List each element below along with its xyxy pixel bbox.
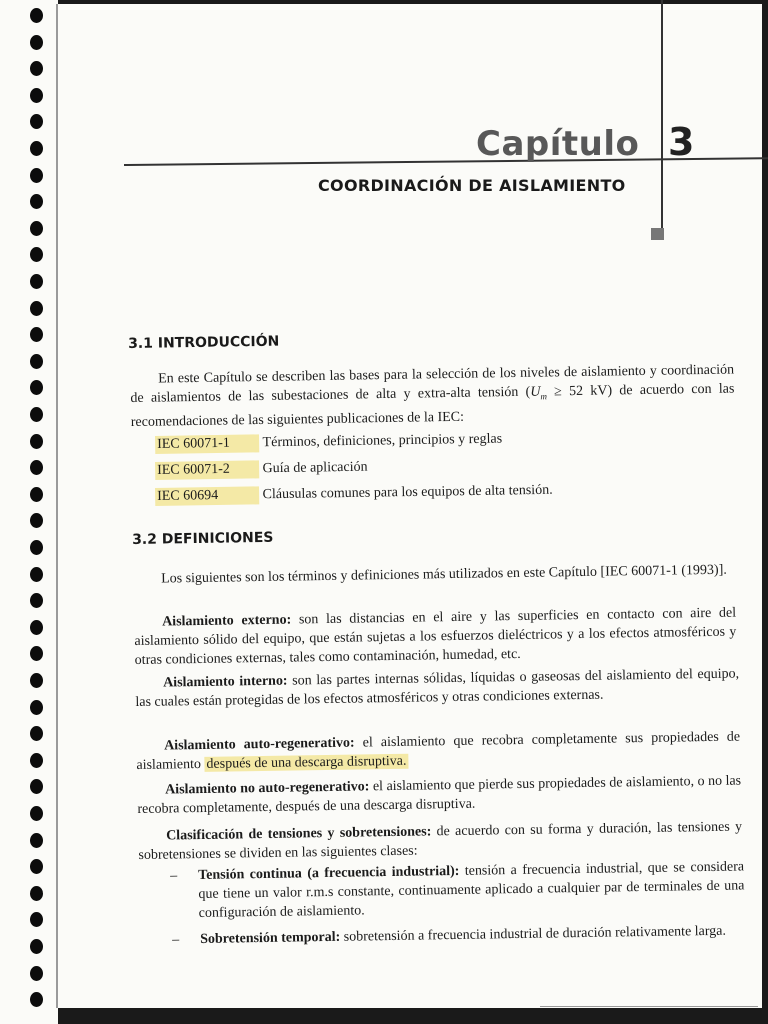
publication-desc: Cláusulas comunes para los equipos de alta tensión. (262, 482, 553, 503)
publication-code: IEC 60071-2 (155, 460, 259, 480)
intro-text-b: ≥ 52 kV) de acuerdo con las recomendaciones de las siguientes publicaciones de la IEC: (130, 381, 735, 430)
bullet-term: Sobretensión temporal: (200, 929, 341, 947)
chapter-marker-block (651, 228, 664, 240)
bullet-item (172, 921, 746, 949)
definition-item (136, 728, 741, 775)
definition-item (137, 772, 742, 819)
publication-desc: Guía de aplicación (262, 459, 368, 477)
definition-term: Aislamiento externo: (162, 612, 292, 630)
definition-text: el aislamiento que pierde sus propiedades de aislamiento, o no las recobra completamente, después de una descarga disruptiva. (137, 773, 742, 817)
definition-text: de acuerdo con su forma y duración, las tensiones y sobretensiones se dividen en las siguientes clases: (138, 819, 743, 863)
definition-item (135, 665, 740, 712)
section-heading-introduccion: 3.1 INTRODUCCIÓN (128, 333, 280, 352)
publication-desc: Términos, definiciones, principios y reglas (262, 431, 503, 451)
definition-term: Aislamiento no auto-regenerativo: (165, 779, 370, 798)
um-subscript: m (540, 391, 548, 402)
publication-row (155, 431, 502, 454)
chapter-title: COORDINACIÓN DE AISLAMIENTO (318, 176, 626, 195)
section-heading-definiciones: 3.2 DEFINICIONES (132, 529, 274, 548)
um-symbol: U (530, 384, 541, 400)
bullet-term: Tensión continua (a frecuencia industrial): (198, 863, 460, 883)
definition-text: son las distancias en el aire y las superficies en contacto con aire del aislamiento sólido del equipo, que están sujetas a los esfuerzos dieléctricos y a los efectos atmosféricos y otras condiciones externas, tales como contaminación, humedad, etc. (134, 605, 737, 668)
chapter-number: 3 (668, 120, 695, 164)
definition-text: el aislamiento que recobra completamente sus propiedades de aislamiento (136, 729, 741, 773)
definition-text: son las partes internas sólidas, líquidas o gaseosas del aislamiento del equipo, las cuales están protegidas de los efectos atmosféricos y otras condiciones externas. (135, 666, 740, 710)
chapter-label: Capítulo (476, 124, 640, 164)
chapter-vertical-rule (661, 0, 663, 240)
publication-code: IEC 60071-1 (155, 434, 259, 454)
definition-item (134, 604, 737, 670)
definition-term: Aislamiento interno: (163, 673, 288, 691)
publication-code: IEC 60694 (155, 486, 259, 506)
bullet-text: tensión a frecuencia industrial, que se considera que tiene un valor r.m.s constante, continuamente aplicado a cualquier par de terminales de una configuración de aislamiento. (198, 859, 745, 921)
bullet-dash: – (170, 868, 178, 884)
intro-text-a: En este Capítulo se describen las bases para la selección de los niveles de aislamiento y coordinación de aislamientos de las subestaciones de alta y extra-alta tensión ( (130, 362, 735, 406)
definition-term: Aislamiento auto-regenerativo: (164, 735, 355, 754)
bullet-text: sobretensión a frecuencia industrial de duración relativamente larga. (340, 923, 727, 945)
highlighted-phrase: después de una descarga disruptiva. (206, 753, 407, 772)
definitions-intro-text: Los siguientes son los términos y definiciones más utilizados en este Capítulo [IEC 60071-1 (1993)]. (161, 562, 727, 587)
definition-term: Clasificación de tensiones y sobretensiones: (166, 824, 432, 844)
publication-row (155, 459, 368, 480)
bullet-item (170, 857, 745, 923)
bullet-dash: – (172, 932, 180, 948)
intro-paragraph (130, 361, 735, 432)
publication-row (155, 482, 553, 506)
definitions-intro (133, 561, 735, 589)
